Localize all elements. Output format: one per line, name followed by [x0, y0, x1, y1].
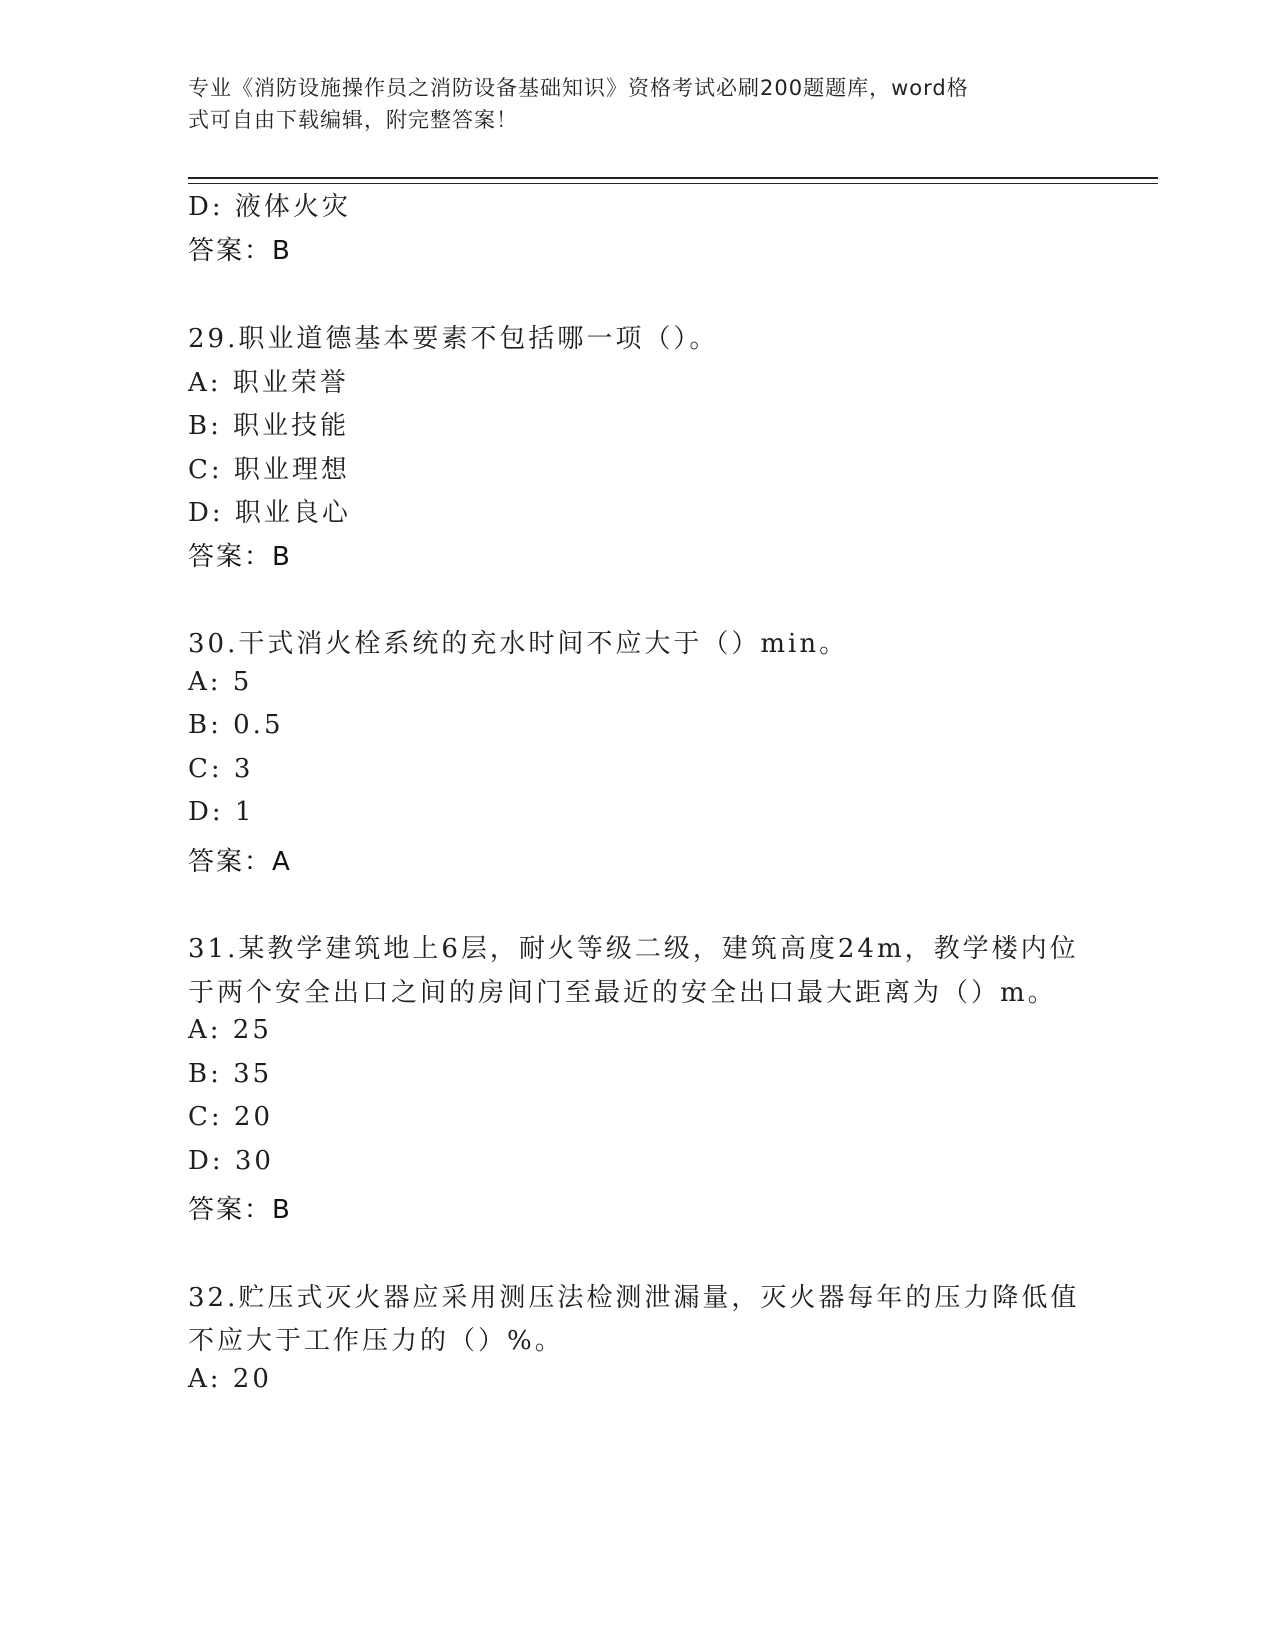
q29-answer: 答案：B	[188, 542, 292, 572]
document-header	[188, 72, 1068, 136]
q29-option-b: B: 职业技能	[188, 411, 350, 441]
q30-option-d: D: 1	[188, 797, 255, 827]
q29-stem: 29.职业道德基本要素不包括哪一项（）。	[188, 324, 719, 354]
q31-stem-line-1: 31.某教学建筑地上6层，耐火等级二级，建筑高度24m，教学楼内位	[188, 934, 1079, 964]
q31-option-a: A: 25	[188, 1015, 272, 1045]
q31-option-d: D: 30	[188, 1146, 274, 1176]
prev-answer: 答案：B	[188, 236, 292, 266]
q30-option-b: B: 0.5	[188, 710, 284, 740]
q30-answer: 答案：A	[188, 847, 292, 877]
header-line-2: 式可自由下载编辑，附完整答案！	[188, 108, 518, 132]
header-line-1: 专业《消防设施操作员之消防设备基础知识》资格考试必刷200题题库，word格	[188, 76, 969, 100]
q31-stem-line-2: 于两个安全出口之间的房间门至最近的安全出口最大距离为（）m。	[188, 978, 1057, 1008]
q29-option-c: C: 职业理想	[188, 455, 350, 485]
q31-answer: 答案：B	[188, 1195, 292, 1225]
header-divider-thin	[188, 183, 1158, 184]
q29-option-d: D: 职业良心	[188, 498, 351, 528]
q30-stem: 30.干式消火栓系统的充水时间不应大于（）min。	[188, 629, 849, 659]
q32-option-a: A: 20	[188, 1364, 272, 1394]
q32-stem-line-1: 32.贮压式灭火器应采用测压法检测泄漏量，灭火器每年的压力降低值	[188, 1283, 1080, 1313]
prev-option-d: D: 液体火灾	[188, 192, 351, 222]
q32-stem-line-2: 不应大于工作压力的（）%。	[188, 1326, 564, 1356]
q29-option-a: A: 职业荣誉	[188, 368, 349, 398]
header-divider	[188, 177, 1158, 179]
q31-option-c: C: 20	[188, 1102, 274, 1132]
q31-option-b: B: 35	[188, 1059, 273, 1089]
q30-option-c: C: 3	[188, 754, 254, 784]
q30-option-a: A: 5	[188, 667, 253, 697]
